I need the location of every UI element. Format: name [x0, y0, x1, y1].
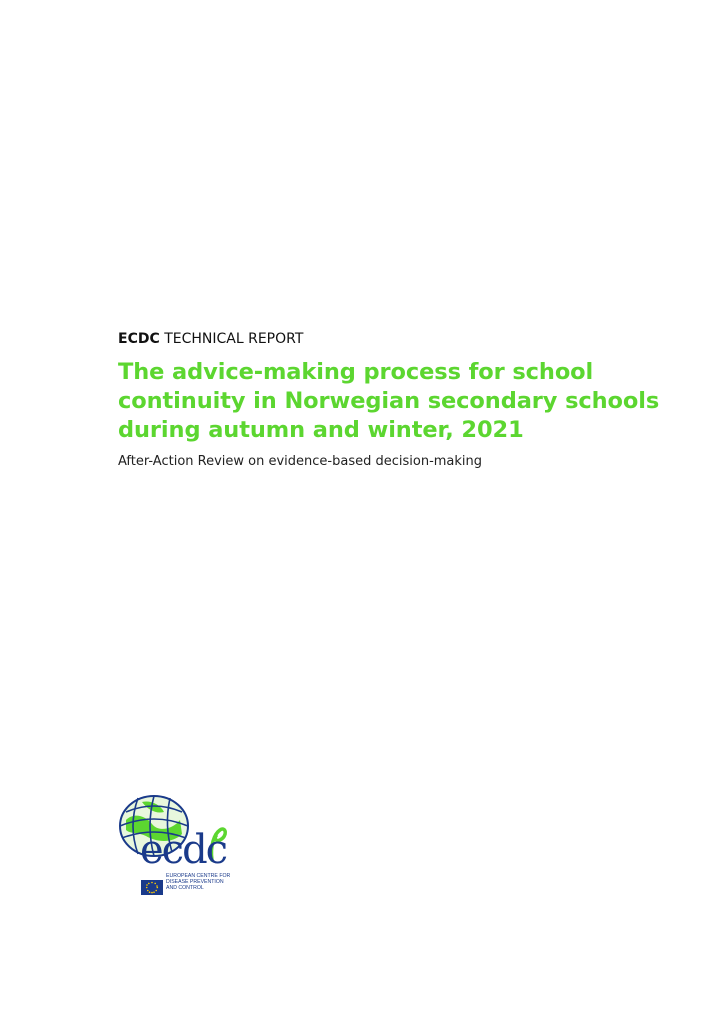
tagline-line: DISEASE PREVENTION	[166, 878, 224, 885]
tagline-line: EUROPEAN CENTRE FOR	[166, 873, 231, 879]
report-subtitle: After-Action Review on evidence-based decision-making	[118, 454, 483, 469]
ecdc-tagline	[166, 874, 246, 891]
report-type: TECHNICAL REPORT	[164, 331, 304, 347]
ecdc-logo	[116, 790, 246, 902]
title-line: continuity in Norwegian secondary schools	[118, 388, 660, 414]
report-title	[118, 358, 708, 445]
ecdc-wordmark: ecdc	[140, 827, 227, 873]
cover-text-block	[118, 330, 708, 470]
report-series-line	[118, 330, 708, 348]
title-line: The advice-making process for school	[118, 359, 594, 385]
title-line: during autumn and winter, 2021	[118, 417, 524, 443]
organisation-name: ECDC	[118, 331, 160, 347]
tagline-line: AND CONTROL	[166, 884, 204, 891]
